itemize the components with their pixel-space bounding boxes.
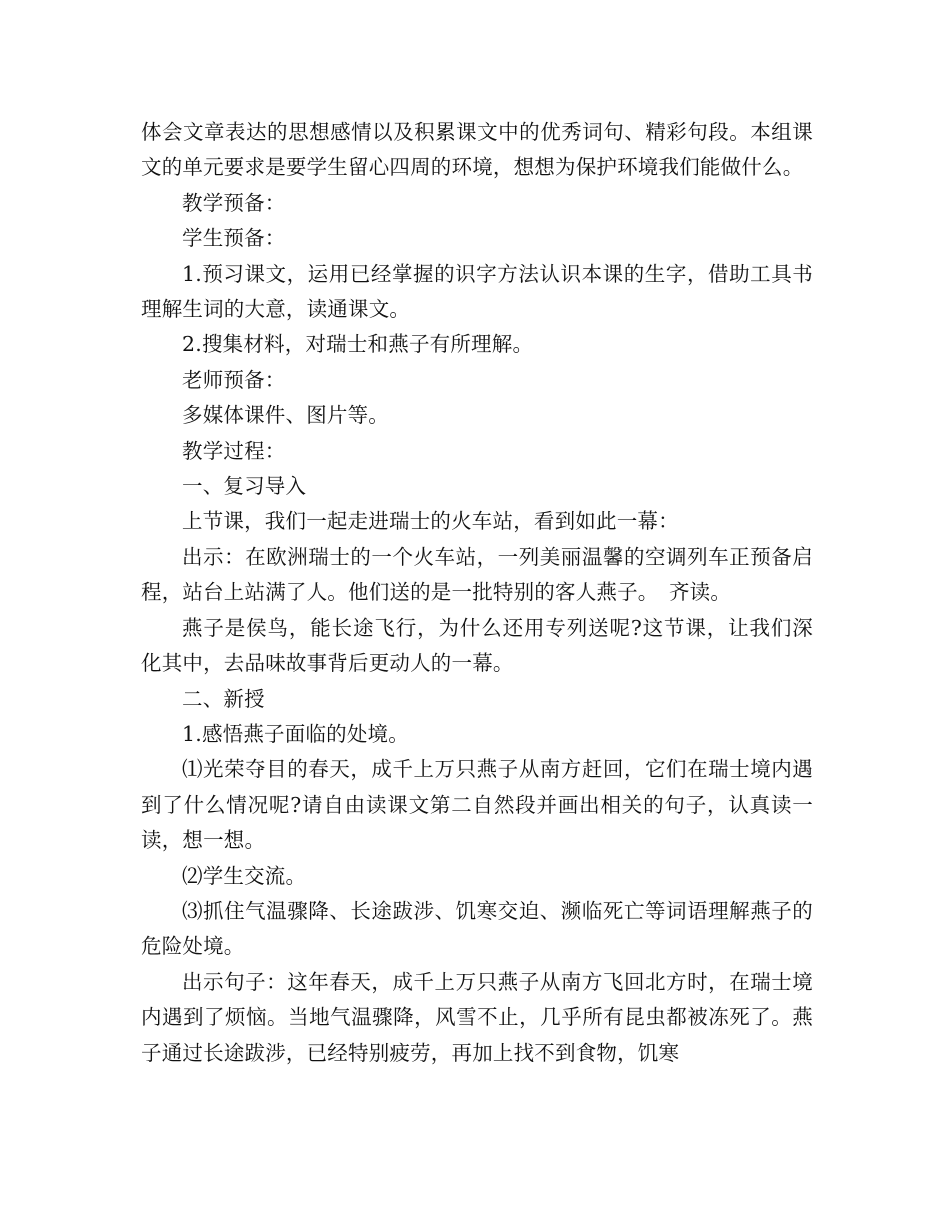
paragraph-show-scene: 出示：在欧洲瑞士的一个火车站，一列美丽温馨的空调列车正预备启程，站台上站满了人。他们送的是一批特别的客人燕子。 齐读。	[141, 544, 813, 605]
paragraph-show-sentence: 出示句子：这年春天，成千上万只燕子从南方飞回北方时，在瑞士境内遇到了烦恼。当地气温骤降，风雪不止，几乎所有昆虫都被冻死了。燕子通过长途跋涉，已经特别疲劳，再加上找不到食物，饥寒	[141, 969, 813, 1065]
paragraph-section-new-lesson: 二、新授	[182, 686, 265, 711]
paragraph-teaching-process-heading: 教学过程：	[182, 438, 286, 463]
paragraph-section-review-intro: 一、复习导入	[182, 474, 307, 499]
paragraph-swallow-question: 燕子是侯鸟，能长途飞行，为什么还用专列送呢?这节课，让我们深化其中，去品味故事背后更动人的一幕。	[141, 615, 813, 676]
paragraph-step-1-sub-3: ⑶抓住气温骤降、长途跋涉、饥寒交迫、濒临死亡等词语理解燕子的危险处境。	[141, 898, 813, 959]
paragraph-teaching-preparation-heading: 教学预备：	[182, 190, 286, 215]
paragraph-intro-continuation: 体会文章表达的思想感情以及积累课文中的优秀词句、精彩句段。本组课文的单元要求是要学生留心四周的环境，想想为保护环境我们能做什么。	[141, 120, 813, 180]
paragraph-student-preparation-heading: 学生预备：	[182, 226, 286, 251]
paragraph-step-1-heading: 1.感悟燕子面临的处境。	[182, 721, 409, 746]
paragraph-student-prep-item-1: 1.预习课文，运用已经掌握的识字方法认识本课的生字，借助工具书理解生词的大意，读通课文。	[141, 261, 813, 322]
paragraph-step-1-sub-2: ⑵学生交流。	[182, 863, 307, 888]
paragraph-review-text: 上节课，我们一起走进瑞士的火车站，看到如此一幕：	[182, 509, 679, 534]
document-body	[141, 115, 813, 1071]
paragraph-step-1-sub-1: ⑴光荣夺目的春天，成千上万只燕子从南方赶回，它们在瑞士境内遇到了什么情况呢?请自由读课文第二自然段并画出相关的句子，认真读一读，想一想。	[141, 757, 813, 853]
paragraph-student-prep-item-2: 2.搜集材料，对瑞士和燕子有所理解。	[182, 332, 534, 357]
paragraph-teacher-prep-materials: 多媒体课件、图片等。	[182, 403, 389, 428]
paragraph-teacher-preparation-heading: 老师预备：	[182, 367, 286, 392]
